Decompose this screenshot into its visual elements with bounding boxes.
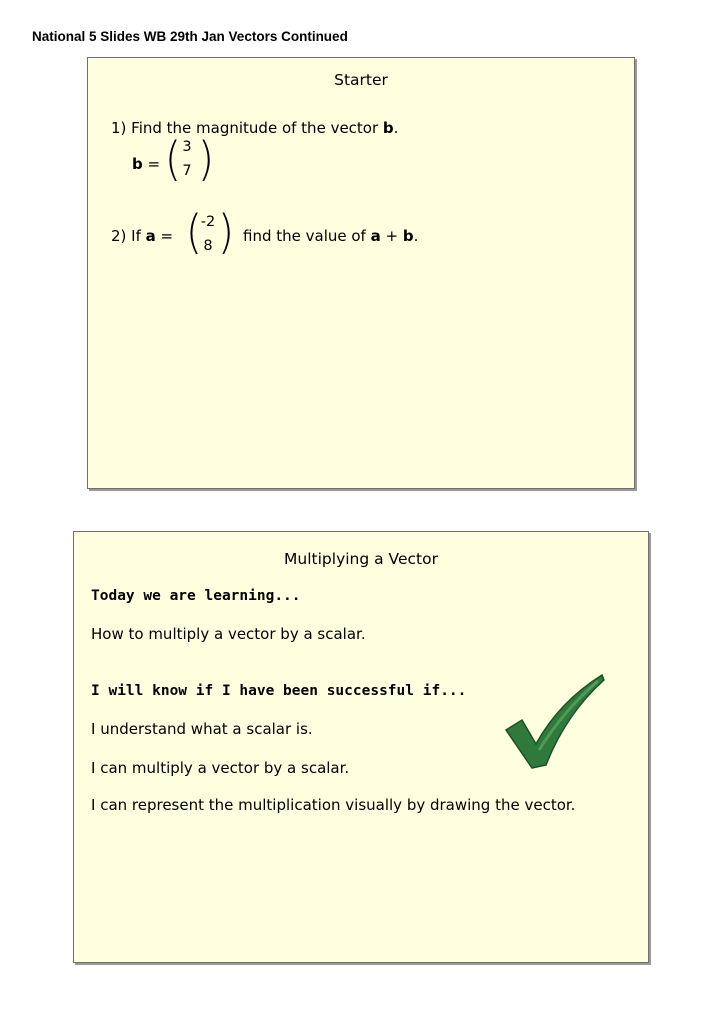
question-2-equals: =	[155, 227, 174, 245]
question-1-end: .	[393, 119, 399, 137]
starter-slide	[87, 57, 635, 489]
checkmark-icon	[504, 672, 606, 770]
left-paren: (	[164, 132, 182, 186]
left-paren: (	[185, 205, 203, 259]
vector-b-name: b	[382, 119, 394, 137]
criterion-2: I can multiply a vector by a scalar.	[91, 759, 350, 777]
lesson-title: Multiplying a Vector	[284, 550, 438, 568]
b-definition	[132, 155, 160, 173]
question-2-suffix: find the value of	[243, 227, 371, 245]
b-equals: =	[142, 155, 161, 173]
right-paren: )	[217, 205, 235, 259]
sum-plus: +	[380, 227, 403, 245]
sum-a: a	[370, 227, 381, 245]
page-header-title: National 5 Slides WB 29th Jan Vectors Continued	[32, 29, 348, 44]
vector-b-column	[164, 132, 215, 191]
starter-title: Starter	[334, 71, 388, 89]
question-2-final: .	[413, 227, 419, 245]
vector-a-name: a	[145, 227, 156, 245]
question-2-end	[243, 227, 418, 245]
question-2-start	[111, 227, 173, 245]
criterion-3: I can represent the multiplication visually by drawing the vector.	[91, 796, 576, 814]
learning-text: How to multiply a vector by a scalar.	[91, 625, 366, 643]
question-1	[111, 119, 398, 137]
success-heading: I will know if I have been successful if...	[91, 683, 467, 699]
question-2-prefix: 2) If	[111, 227, 146, 245]
sum-b: b	[402, 227, 414, 245]
right-paren: )	[197, 132, 215, 186]
vector-a-column	[185, 205, 235, 264]
vector-b-top: 3	[182, 139, 192, 155]
b-label: b	[132, 155, 143, 173]
criterion-1: I understand what a scalar is.	[91, 720, 313, 738]
learning-heading: Today we are learning...	[91, 588, 301, 604]
question-1-text: 1) Find the magnitude of the vector	[111, 119, 383, 137]
vector-a-top: -2	[200, 214, 216, 230]
lesson-slide	[73, 531, 649, 963]
vector-a-bottom: 8	[203, 238, 213, 254]
vector-b-bottom: 7	[182, 163, 192, 179]
